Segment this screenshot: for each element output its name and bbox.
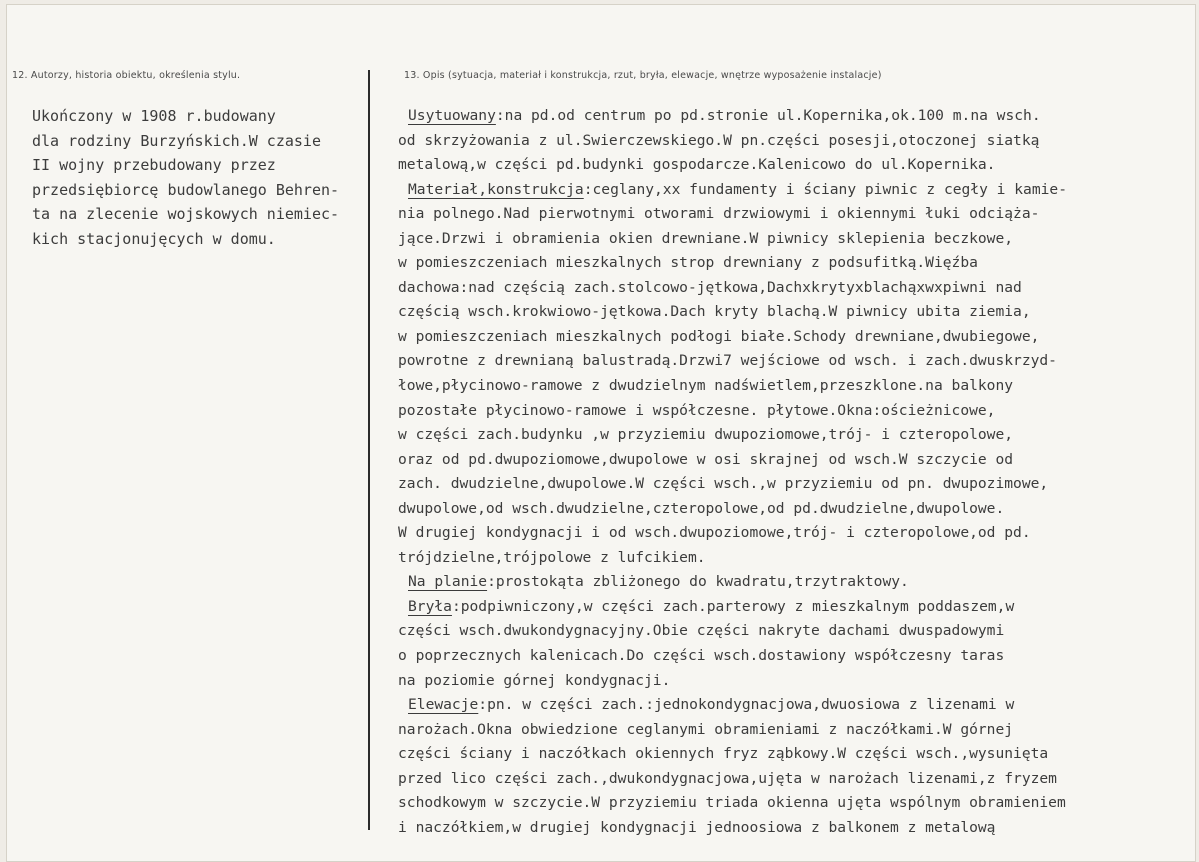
section-13-header: 13. Opis (sytuacja, materiał i konstrukcja, rzut, bryła, elewacje, wnętrze wyposażenie instalacje) — [404, 70, 882, 81]
description-text-run: w pomieszczeniach mieszkalnych podłogi białe.Schody drewniane,dwubiegowe, — [398, 327, 1040, 345]
description-line — [398, 399, 1178, 424]
description-text-run: częścią wsch.krokwiowo-jętkowa.Dach kryty blachą.W piwnicy ubita ziemia, — [398, 303, 1031, 321]
section-label: Usytuowany — [408, 107, 496, 124]
description-text-run: pozostałe płycinowo-ramowe i współczesne. płytowe.Okna:ościeżnicowe, — [398, 401, 996, 419]
history-line: przedsiębiorcę budowlanego Behren- — [32, 180, 340, 199]
section-label: Bryła — [408, 597, 452, 615]
description-text-run: zach. dwudzielne,dwupolowe.W części wsch.,w przyziemiu od pn. dwupozimowe, — [398, 475, 1049, 493]
description-text-run: części ściany i naczółkach okiennych fryz ząbkowy.W części wsch.,wysunięta — [398, 745, 1049, 763]
description-line — [398, 497, 1178, 522]
description-line — [398, 472, 1178, 497]
history-text — [32, 104, 368, 251]
description-text-run: W drugiej kondygnacji i od wsch.dwupoziomowe,trój- i czteropolowe,od pd. — [398, 524, 1031, 542]
description-text-run: narożach.Okna obwiedzione ceglanymi obramieniami z naczółkami.W górnej — [398, 720, 1014, 738]
description-line — [398, 791, 1178, 816]
section-label: Elewacje — [408, 696, 479, 714]
history-line: II wojny przebudowany przez — [32, 156, 276, 174]
section-label: Na planie — [408, 573, 488, 591]
description-text-run: dachowa:nad częścią zach.stolcowo-jętkowa,Dachxkrytyxblachąxwxpiwni nad — [398, 278, 1022, 296]
description-line — [398, 202, 1178, 227]
description-line — [398, 669, 1178, 694]
description-line — [398, 742, 1178, 767]
description-text-run: :pn. w części zach.:jednokondygnacjowa,dwuosiowa z lizenami w — [478, 696, 1015, 714]
description-text-run: w pomieszczeniach mieszkalnych strop drewniany z podsufitką.Więźba — [398, 254, 978, 272]
description-text-run: jące.Drzwi i obramienia okien drewniane.W piwnicy sklepienia beczkowe, — [398, 229, 1014, 247]
description-line — [398, 619, 1178, 644]
column-divider — [368, 70, 370, 830]
description-text-run: o poprzecznych kalenicach.Do części wsch.dostawiony współczesny taras — [398, 647, 1005, 665]
description-text-run: powrotne z drewnianą balustradą.Drzwi7 wejściowe od wsch. i zach.dwuskrzyd- — [398, 352, 1057, 370]
description-line — [398, 374, 1178, 399]
description-text — [398, 104, 1178, 840]
description-text-run: metalową,w części pd.budynki gospodarcze.Kalenicowo do ul.Kopernika. — [398, 156, 996, 174]
section-12-header: 12. Autorzy, historia obiektu, określenia stylu. — [12, 70, 241, 81]
description-line — [398, 251, 1178, 276]
history-line: kich stacjonujęcych w domu. — [32, 229, 276, 248]
description-text-run: :na pd.od centrum po pd.stronie ul.Kopernika,ok.100 m.na wsch. — [495, 107, 1041, 124]
description-line — [398, 153, 1178, 178]
description-text-run: oraz od pd.dwupoziomowe,dwupolowe w osi skrajnej od wsch.W szczycie od — [398, 450, 1014, 468]
description-text-run: trójdzielne,trójpolowe z lufcikiem. — [398, 548, 706, 566]
description-line — [398, 227, 1178, 252]
description-text-run: :podpiwniczony,w części zach.parterowy z mieszkalnym poddaszem,w — [451, 597, 1015, 615]
description-text-run: w części zach.budynku ,w przyziemiu dwupoziomowe,trój- i czteropolowe, — [398, 426, 1014, 444]
description-text-run: części wsch.dwukondygnacyjny.Obie części nakryte dachami dwuspadowymi — [398, 622, 1005, 640]
description-text-run: :prostokąta zbliżonego do kwadratu,trzytraktowy. — [487, 573, 909, 591]
description-text-run: od skrzyżowania z ul.Swierczewskiego.W pn.części posesji,otoczonej siatką — [398, 131, 1040, 149]
description-line — [398, 448, 1178, 473]
description-line — [398, 644, 1178, 669]
description-text-run: na poziomie górnej kondygnacji. — [398, 671, 671, 689]
description-text-run: :ceglany,xx fundamenty i ściany piwnic z cegły i kamie- — [583, 180, 1067, 198]
description-text-run: schodkowym w szczycie.W przyziemiu triada okienna ujęta wspólnym obramieniem — [398, 794, 1066, 812]
description-line — [398, 816, 1178, 841]
description-line — [398, 595, 1178, 620]
description-line — [398, 325, 1178, 350]
history-line: dla rodziny Burzyńskich.W czasie — [32, 131, 321, 150]
description-line — [398, 300, 1178, 325]
description-line — [398, 767, 1178, 792]
section-label: Materiał,konstrukcja — [408, 180, 584, 198]
description-line — [398, 423, 1178, 448]
description-line — [398, 521, 1178, 546]
history-line: ta na zlecenie wojskowych niemiec- — [32, 205, 340, 223]
description-line — [398, 276, 1178, 301]
description-text-run: i naczółkiem,w drugiej kondygnacji jednoosiowa z balkonem z metalową — [398, 818, 996, 836]
description-line — [398, 718, 1178, 743]
description-line — [398, 693, 1178, 718]
history-line: Ukończony w 1908 r.budowany — [32, 107, 276, 125]
description-text-run: nia polnego.Nad pierwotnymi otworami drzwiowymi i okiennymi łuki odciąża- — [398, 205, 1040, 223]
description-line — [398, 570, 1178, 595]
description-text-run: łowe,płycinowo-ramowe z dwudzielnym nadświetlem,przeszklone.na balkony — [398, 377, 1014, 395]
description-line — [398, 178, 1178, 203]
description-line — [398, 349, 1178, 374]
description-text-run: przed lico części zach.,dwukondygnacjowa,ujęta w narożach lizenami,z fryzem — [398, 769, 1057, 787]
description-line — [398, 546, 1178, 571]
description-line — [398, 104, 1178, 129]
description-text-run: dwupolowe,od wsch.dwudzielne,czteropolowe,od pd.dwudzielne,dwupolowe. — [398, 499, 1005, 517]
description-line — [398, 129, 1178, 154]
